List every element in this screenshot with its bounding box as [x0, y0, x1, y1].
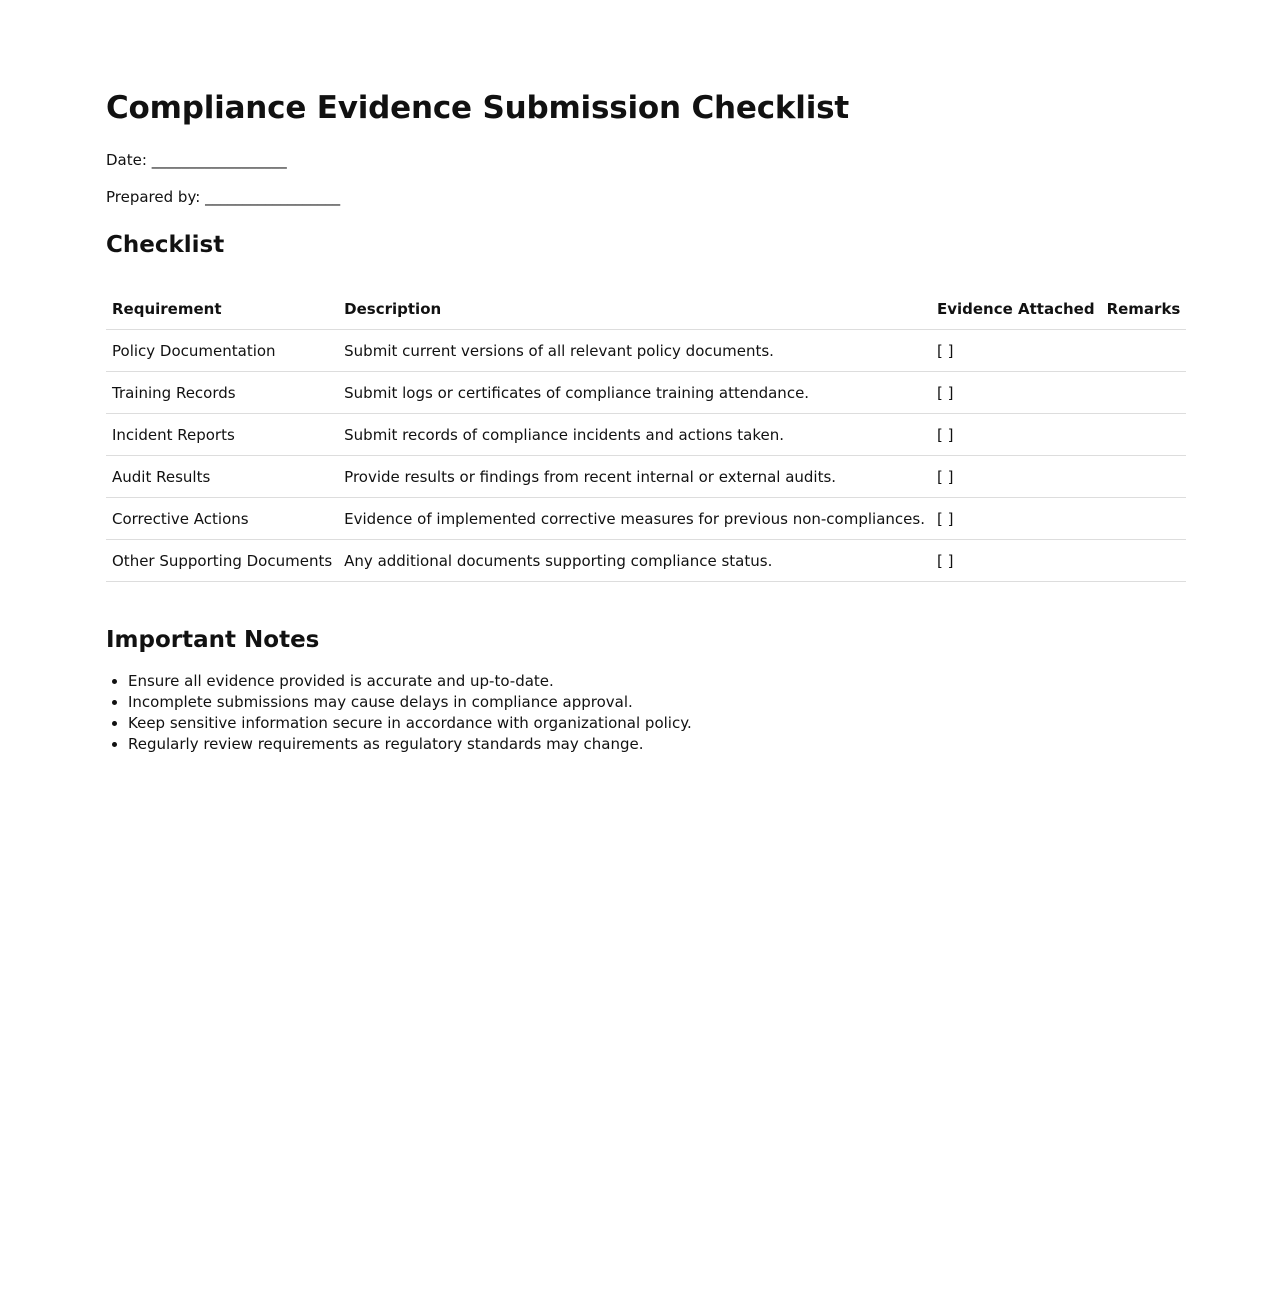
description-cell: Submit logs or certificates of compliance training attendance. [338, 372, 931, 414]
prepared-by-label: Prepared by: [106, 188, 201, 206]
document-page [106, 0, 1181, 755]
checklist-heading: Checklist [106, 232, 225, 258]
list-item: • Regularly review requirements as regulatory standards may change. [128, 734, 1172, 755]
evidence-checkbox[interactable]: [ ] [931, 414, 1101, 456]
checklist-table [106, 289, 1186, 582]
column-header-requirement: Requirement [106, 289, 338, 330]
table-row [106, 330, 1186, 372]
requirement-cell: Incident Reports [106, 414, 338, 456]
requirement-cell: Other Supporting Documents [106, 540, 338, 582]
column-header-evidence-attached: Evidence Attached [931, 289, 1101, 330]
important-notes-heading: Important Notes [106, 627, 320, 653]
table-row [106, 414, 1186, 456]
prepared-by-blank-field[interactable]: __________________ [205, 188, 341, 206]
table-header-row [106, 289, 1186, 330]
page-title: Compliance Evidence Submission Checklist [106, 90, 850, 126]
date-label: Date: [106, 151, 147, 169]
remarks-cell[interactable] [1101, 414, 1187, 456]
requirement-cell: Training Records [106, 372, 338, 414]
evidence-checkbox[interactable]: [ ] [931, 456, 1101, 498]
requirement-cell: Audit Results [106, 456, 338, 498]
table-row [106, 372, 1186, 414]
date-line [106, 150, 1172, 170]
description-cell: Submit current versions of all relevant policy documents. [338, 330, 931, 372]
remarks-cell[interactable] [1101, 330, 1187, 372]
table-row [106, 540, 1186, 582]
list-item: • Incomplete submissions may cause delays in compliance approval. [128, 692, 1172, 713]
list-item: • Ensure all evidence provided is accurate and up-to-date. [128, 671, 1172, 692]
evidence-checkbox[interactable]: [ ] [931, 372, 1101, 414]
remarks-cell[interactable] [1101, 372, 1187, 414]
column-header-description: Description [338, 289, 931, 330]
evidence-checkbox[interactable]: [ ] [931, 498, 1101, 540]
column-header-remarks: Remarks [1101, 289, 1187, 330]
list-item: • Keep sensitive information secure in accordance with organizational policy. [128, 713, 1172, 734]
description-cell: Provide results or findings from recent internal or external audits. [338, 456, 931, 498]
prepared-by-line [106, 187, 1172, 207]
evidence-checkbox[interactable]: [ ] [931, 540, 1101, 582]
requirement-cell: Corrective Actions [106, 498, 338, 540]
date-blank-field[interactable]: __________________ [151, 151, 287, 169]
description-cell: Evidence of implemented corrective measures for previous non-compliances. [338, 498, 931, 540]
remarks-cell[interactable] [1101, 456, 1187, 498]
description-cell: Any additional documents supporting compliance status. [338, 540, 931, 582]
table-row [106, 498, 1186, 540]
remarks-cell[interactable] [1101, 498, 1187, 540]
notes-list [106, 671, 1172, 755]
description-cell: Submit records of compliance incidents and actions taken. [338, 414, 931, 456]
requirement-cell: Policy Documentation [106, 330, 338, 372]
table-row [106, 456, 1186, 498]
remarks-cell[interactable] [1101, 540, 1187, 582]
evidence-checkbox[interactable]: [ ] [931, 330, 1101, 372]
